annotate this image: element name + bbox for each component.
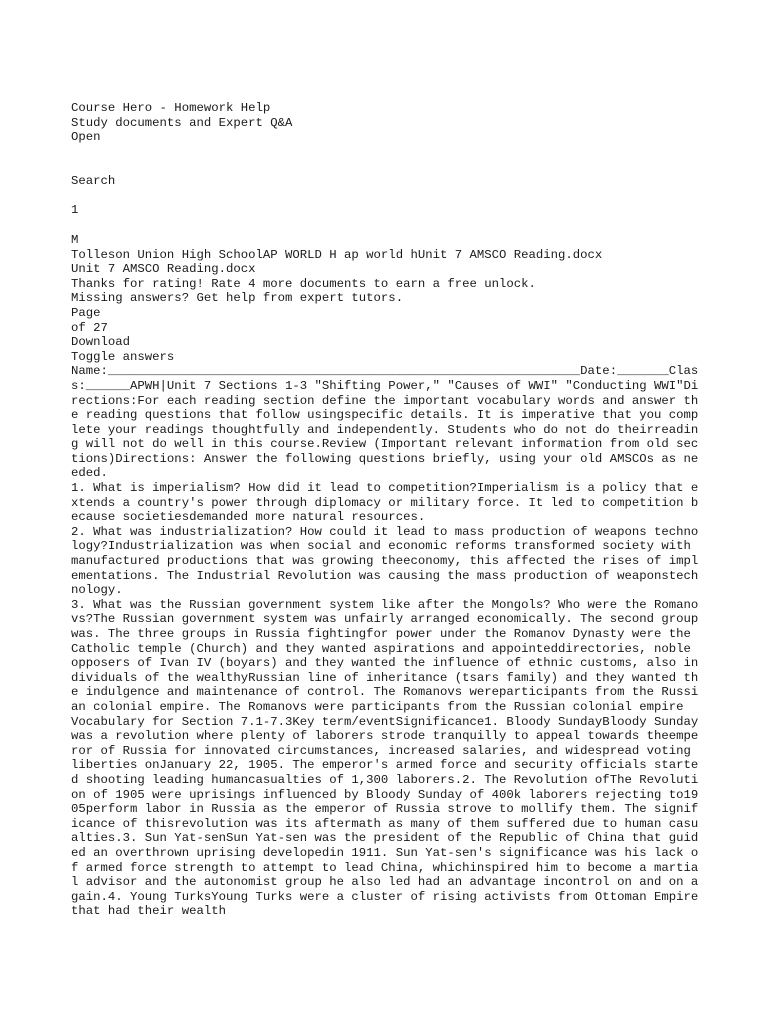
open-button[interactable]: Open	[71, 130, 101, 145]
rating-message: Thanks for rating! Rate 4 more documents to earn a free unlock.	[71, 276, 536, 291]
spacer	[71, 145, 711, 174]
download-button[interactable]: Download	[71, 335, 131, 350]
document-paragraph: Name:________________________________________________________________Date:_______Class:______APWH|Unit 7 Sections 1-3 "Shifting Power," "Causes of WWI" "Conducting WWI"Directions:For each reading section define the important vocabulary words and answer the reading questions that follow usingspecific details. It is imperative that you complete your readings thoughtfully and independently. Students who do not do theirreading will not do well in this course.Review (Important relevant information from old sections)Directions: Answer the following questions briefly, using your old AMSCOs as needed.	[71, 364, 699, 481]
site-tagline: Study documents and Expert Q&A	[71, 115, 293, 130]
avatar[interactable]: M	[71, 232, 79, 247]
page-total: of 27	[71, 320, 108, 335]
breadcrumb[interactable]: Tolleson Union High SchoolAP WORLD H ap world hUnit 7 AMSCO Reading.docx	[71, 247, 603, 262]
page-content	[71, 101, 711, 919]
page-label: Page	[71, 305, 101, 320]
site-title-link[interactable]: Course Hero - Homework Help	[71, 101, 271, 115]
document-paragraph: 2. What was industrialization? How could it lead to mass production of weapons technology?Industrialization was when social and economic reforms transformed society with manufactured productions that was growing theeconomy, this affected the rises of implementations. The Industrial Revolution was causing the mass production of weaponstechnology.	[71, 524, 699, 598]
toggle-answers-button[interactable]: Toggle answers	[71, 349, 175, 364]
expert-help-link[interactable]: Missing answers? Get help from expert tutors.	[71, 291, 404, 306]
search-button[interactable]: Search	[71, 173, 116, 188]
document-paragraph: Vocabulary for Section 7.1-7.3Key term/eventSignificance1. Bloody SundayBloody Sunday was a revolution where plenty of laborers strode tranquilly to appeal towards theemperor of Russia for innovated circumstances, increased salaries, and widespread voting liberties onJanuary 22, 1905. The emperor's armed force and security officials started shooting leading humancasualties of 1,300 laborers.2. The Revolution ofThe Revolution of 1905 were uprisings influenced by Bloody Sunday of 400k laborers rejecting to1905perform labor in Russia as the emperor of Russia strove to mollify them. The significance of thisrevolution was its aftermath as many of them suffered due to human casualties.3. Sun Yat-senSun Yat-sen was the president of the Republic of China that guided an overthrown uprising developedin 1911. Sun Yat-sen's significance was his lack of armed force strength to attempt to lead China, whichinspired him to become a martial advisor and the autonomist group he also led had an advantage incontrol on and on again.4. Young TurksYoung Turks were a cluster of rising activists from Ottoman Empire that had their wealth	[71, 714, 699, 919]
document-paragraph: 1. What is imperialism? How did it lead to competition?Imperialism is a policy that extends a country's power through diplomacy or military force. It led to competition because societiesdemanded more natural resources.	[71, 481, 699, 525]
document-title: Unit 7 AMSCO Reading.docx	[71, 262, 256, 277]
spacer	[71, 218, 711, 233]
notification-count-badge[interactable]: 1	[71, 203, 79, 218]
spacer	[71, 188, 711, 203]
document-body	[71, 364, 699, 919]
document-paragraph: 3. What was the Russian government system like after the Mongols? Who were the Romanovs?The Russian government system was unfairly arranged economically. The second group was. The three groups in Russia fightingfor power under the Romanov Dynasty were the Catholic temple (Church) and they wanted aspirations and appointeddirectories, noble opposers of Ivan IV (boyars) and they wanted the influence of ethnic customs, also individuals of the wealthyRussian line of inheritance (tsars family) and they wanted the indulgence and maintenance of control. The Romanovs wereparticipants from the Russian colonial empire. The Romanovs were participants from the Russian colonial empire	[71, 597, 699, 714]
